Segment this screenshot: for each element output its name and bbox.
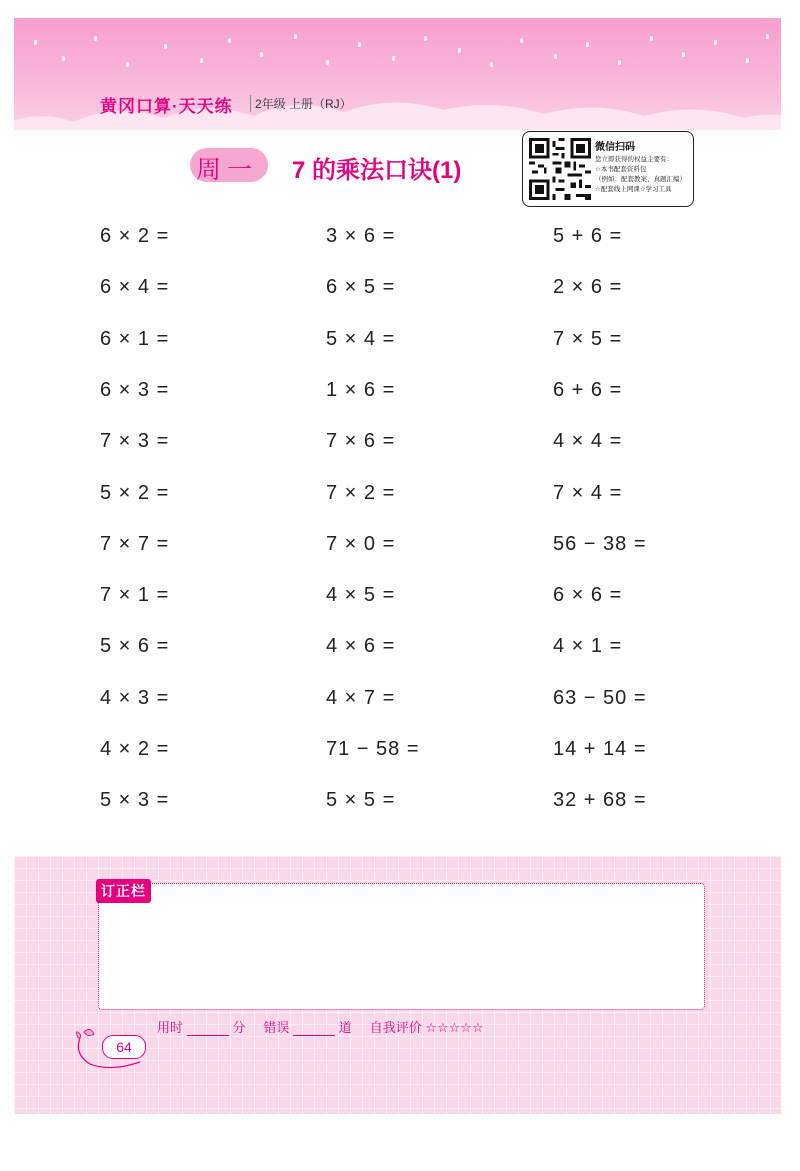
problem-item: 32 + 68 = [553,789,647,811]
problem-item: 4 × 6 = [326,635,396,657]
problem-item: 6 × 3 = [100,379,170,401]
problem-item: 4 × 7 = [326,687,396,709]
problem-item: 7 × 3 = [100,430,170,452]
qr-line: （例如：配套教案、真题汇编） [595,176,686,183]
problem-item: 7 × 2 = [326,482,396,504]
qr-heading: 微信扫码 [595,142,635,153]
qr-info-box [522,131,694,207]
page-title: 7 的乘法口诀(1) [292,157,462,184]
problem-item: 7 × 5 = [553,328,623,350]
problem-item: 7 × 0 = [326,533,396,555]
problem-item: 6 × 6 = [553,584,623,606]
qr-line: ☆本书配套资料包 [595,166,647,173]
problem-item: 5 × 6 = [100,635,170,657]
problem-item: 6 × 4 = [100,276,170,298]
problem-item: 7 × 6 = [326,430,396,452]
problem-item: 6 × 2 = [100,225,170,247]
problem-item: 5 × 2 = [100,482,170,504]
problem-item: 6 × 5 = [326,276,396,298]
problem-item: 5 + 6 = [553,225,623,247]
correction-label: 订正栏 [96,879,151,903]
problem-item: 4 × 4 = [553,430,623,452]
qr-line: ☆配套线上网课☆学习工具 [595,186,672,193]
title-day: 周一 [196,156,259,184]
header-band [14,18,781,130]
problem-item: 4 × 2 = [100,738,170,760]
problem-item: 63 − 50 = [553,687,647,709]
self-eval-label: 自我评价 [369,1020,422,1035]
qr-code-icon[interactable] [529,138,591,200]
problem-item: 7 × 7 = [100,533,170,555]
errors-label: 错误 [263,1020,290,1035]
correction-box[interactable] [98,883,705,1010]
problem-item: 1 × 6 = [326,379,396,401]
questions-label: 道 [338,1020,352,1035]
qr-line: 您立即获得的权益主要有： [595,156,673,163]
problem-item: 5 × 5 = [326,789,396,811]
problem-item: 4 × 5 = [326,584,396,606]
problem-item: 7 × 1 = [100,584,170,606]
problem-item: 3 × 6 = [326,225,396,247]
problem-item: 2 × 6 = [553,276,623,298]
qr-description [595,138,691,195]
problem-item: 14 + 14 = [553,738,647,760]
problem-item: 5 × 3 = [100,789,170,811]
minutes-label: 分 [232,1020,246,1035]
problem-item: 6 × 1 = [100,328,170,350]
problem-item: 4 × 3 = [100,687,170,709]
problem-item: 56 − 38 = [553,533,647,555]
problem-item: 5 × 4 = [326,328,396,350]
time-blank[interactable] [187,1020,229,1036]
problem-item: 71 − 58 = [326,738,420,760]
rating-stars[interactable]: ☆☆☆☆☆ [425,1020,484,1035]
page-number: 64 [102,1035,146,1059]
time-label: 用时 [157,1020,184,1035]
problem-item: 4 × 1 = [553,635,623,657]
problem-item: 7 × 4 = [553,482,623,504]
footer-record [157,1017,484,1036]
problem-item: 6 + 6 = [553,379,623,401]
brand-logo: 黄冈口算·天天练 [100,97,233,116]
grade-label: 2年级 上册（RJ） [250,95,352,112]
errors-blank[interactable] [293,1020,335,1036]
